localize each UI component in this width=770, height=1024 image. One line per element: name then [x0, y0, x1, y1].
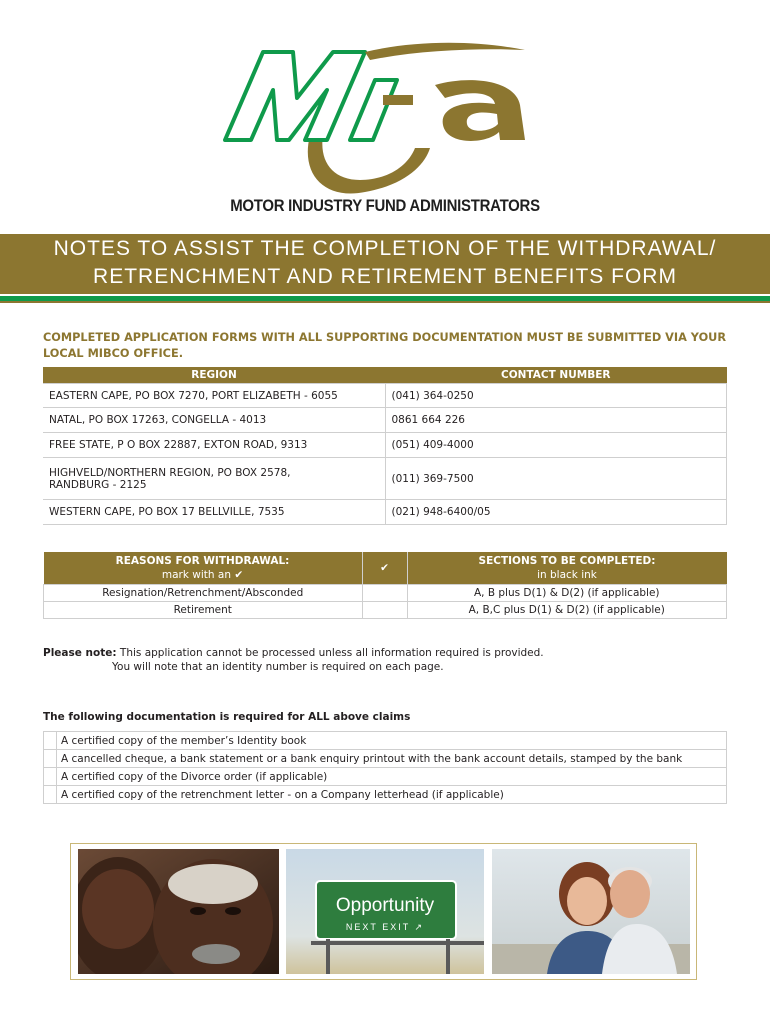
contact-cell: (041) 364-0250: [385, 384, 727, 408]
please-note-label: Please note:: [43, 647, 117, 659]
please-note-line1: This application cannot be processed unless all information required is provided.: [116, 647, 544, 659]
title-banner: [0, 234, 770, 294]
doc-item: A certified copy of the member’s Identity book: [57, 732, 727, 750]
table-row: [44, 786, 727, 804]
table-row: [43, 384, 727, 408]
company-name: MOTOR INDUSTRY FUND ADMINISTRATORS: [230, 196, 540, 215]
check-header: [362, 552, 407, 585]
sections-cell: A, B plus D(1) & D(2) (if applicable): [407, 585, 727, 602]
regions-table: [43, 367, 727, 525]
region-cell: [43, 458, 385, 500]
table-row: [44, 732, 727, 750]
contact-cell: (051) 409-4000: [385, 433, 727, 458]
sections-header: [407, 552, 727, 585]
reasons-header: [44, 552, 363, 585]
sections-header-title: SECTIONS TO BE COMPLETED:: [478, 555, 656, 567]
doc-checkbox[interactable]: [44, 768, 57, 786]
elderly-men-photo: [78, 849, 279, 974]
region-header: REGION: [43, 367, 385, 384]
sections-header-sub: in black ink: [537, 569, 597, 581]
contact-cell: (021) 948-6400/05: [385, 500, 727, 525]
doc-checkbox[interactable]: [44, 732, 57, 750]
doc-item: A cancelled cheque, a bank statement or a bank enquiry printout with the bank account details, stamped by the bank: [57, 750, 727, 768]
reason-checkbox[interactable]: [362, 602, 407, 619]
reason-checkbox[interactable]: [362, 585, 407, 602]
contact-cell: (011) 369-7500: [385, 458, 727, 500]
region-line: RANDBURG - 2125: [49, 478, 147, 491]
documentation-table: [43, 731, 727, 804]
doc-item: A certified copy of the Divorce order (if applicable): [57, 768, 727, 786]
check-mark-icon: ✔: [380, 562, 389, 574]
retired-couple-photo: [492, 849, 690, 974]
please-note-line2: You will note that an identity number is required on each page.: [112, 661, 444, 673]
table-row: [44, 585, 727, 602]
submission-note: COMPLETED APPLICATION FORMS WITH ALL SUPPORTING DOCUMENTATION MUST BE SUBMITTED VIA YOUR LOCAL MIBCO OFFICE.: [43, 331, 727, 360]
reasons-table: [43, 552, 727, 619]
table-row: [44, 750, 727, 768]
opportunity-sign-photo: [286, 849, 484, 974]
contact-header: CONTACT NUMBER: [385, 367, 727, 384]
form-title-line2: RETRENCHMENT AND RETIREMENT BENEFITS FORM: [93, 265, 677, 288]
doc-item: A certified copy of the retrenchment letter - on a Company letterhead (if applicable): [57, 786, 727, 804]
sections-cell: A, B,C plus D(1) & D(2) (if applicable): [407, 602, 727, 619]
mifa-logo: [215, 40, 535, 200]
contact-cell: 0861 664 226: [385, 408, 727, 433]
table-row: [43, 500, 727, 525]
sign-subtext: NEXT EXIT ↗: [345, 922, 425, 932]
table-row: [44, 602, 727, 619]
region-cell: FREE STATE, P O BOX 22887, EXTON ROAD, 9313: [43, 433, 385, 458]
sign-text: Opportunity: [335, 895, 435, 916]
reasons-header-title: REASONS FOR WITHDRAWAL:: [115, 555, 290, 567]
table-row: [43, 458, 727, 500]
reason-cell: Retirement: [44, 602, 363, 619]
gold-stripe: [0, 301, 770, 303]
form-title-line1: NOTES TO ASSIST THE COMPLETION OF THE WITHDRAWAL/: [53, 237, 717, 260]
table-row: [43, 408, 727, 433]
region-line: HIGHVELD/NORTHERN REGION, PO BOX 2578,: [49, 466, 291, 479]
region-cell: EASTERN CAPE, PO BOX 7270, PORT ELIZABETH - 6055: [43, 384, 385, 408]
table-row: [43, 433, 727, 458]
documentation-heading: The following documentation is required for ALL above claims: [43, 711, 411, 723]
region-cell: NATAL, PO BOX 17263, CONGELLA - 4013: [43, 408, 385, 433]
doc-checkbox[interactable]: [44, 786, 57, 804]
reason-cell: Resignation/Retrenchment/Absconded: [44, 585, 363, 602]
please-note: [43, 646, 743, 674]
region-cell: WESTERN CAPE, PO BOX 17 BELLVILLE, 7535: [43, 500, 385, 525]
reasons-header-sub: mark with an ✔: [161, 569, 244, 581]
table-row: [44, 768, 727, 786]
doc-checkbox[interactable]: [44, 750, 57, 768]
